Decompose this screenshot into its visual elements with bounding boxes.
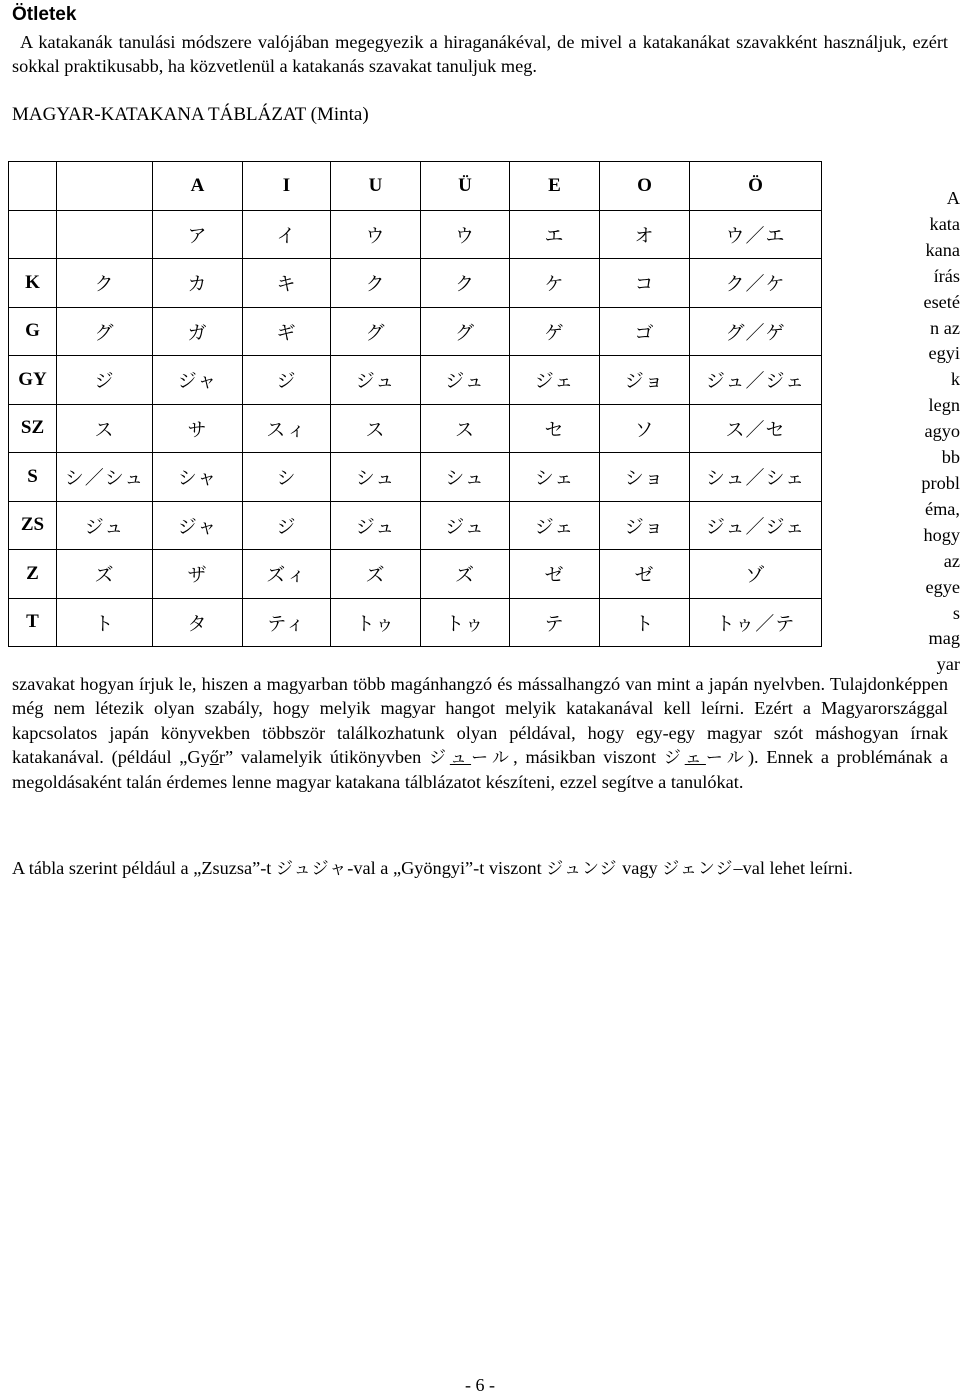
vowel-kana-cell: イ (243, 210, 331, 259)
consonant-label: SZ (9, 404, 57, 453)
side-text-line: A (946, 188, 960, 208)
p2-text-1: A tábla szerint például a „Zsuzsa”-t (12, 858, 276, 878)
p1-text-3: , másikban viszont (513, 746, 664, 767)
vowel-kana-cell: ウ／エ (690, 210, 822, 259)
katakana-cell: トゥ (331, 598, 421, 647)
vowel-header: Ü (421, 162, 510, 211)
intro-paragraph: A katakanák tanulási módszere valójában megegyezik a hiraganákéval, de mivel a katakanákat szavakként használjuk, ezért sokkal praktikusabb, ha közvetlenül a katakanás szavakat tanuljuk meg. (12, 32, 948, 77)
section-heading: Ötletek (12, 4, 77, 25)
katakana-cell: ト (600, 598, 690, 647)
side-text-line: eseté (923, 291, 960, 312)
katakana-cell: ショ (600, 453, 690, 502)
side-text-line: az (943, 550, 960, 571)
p1-text-1: szavakat hogyan írjuk le, hiszen a magyarban több magánhangzó és mássalhangzó van mint a japán nyelvben. Tulajdonképpen még nem létezik olyan szabály, hogy melyik magyar hangot melyik katakanával kell leírni. Ezért a Magyarországgal kapcsolatos japán könyvekben többször találkozhatunk olyan példával, hogy egy-egy magyar szót máshogyan írnak katakanával. (például „Gy (12, 674, 948, 767)
katakana-cell: ゴ (600, 307, 690, 356)
consonant-label: K (9, 259, 57, 308)
katakana-cell: シャ (153, 453, 243, 502)
katakana-cell: ソ (600, 404, 690, 453)
katakana-cell: シェ (510, 453, 600, 502)
side-text-line: n az (930, 317, 960, 338)
katakana-cell: ジュ／ジェ (690, 356, 822, 405)
katakana-cell: ジェ (510, 356, 600, 405)
vowel-header: U (331, 162, 421, 211)
vowel-kana-cell: オ (600, 210, 690, 259)
table-row (9, 550, 822, 599)
katakana-cell: ス／セ (690, 404, 822, 453)
body-paragraph-2 (12, 856, 948, 881)
side-text-line: éma, (924, 498, 960, 519)
katakana-cell: ジョ (600, 356, 690, 405)
p2-jp-gyongyi-1: ジュンジ (546, 859, 618, 879)
katakana-cell: ジョ (600, 501, 690, 550)
katakana-cell: キ (243, 259, 331, 308)
vowel-kana-cell: ア (153, 210, 243, 259)
side-text-line: k (950, 369, 960, 390)
table-row (9, 356, 822, 405)
consonant-label: Z (9, 550, 57, 599)
consonant-label: ZS (9, 501, 57, 550)
katakana-cell: ジェ (510, 501, 600, 550)
katakana-cell: シ (243, 453, 331, 502)
p1-text-4: ). Ennek a problémának a megoldásaként talán érdemes lenne magyar katakana tálblázatot készíteni, ezzel segítve a tanulókat. (12, 746, 949, 793)
katakana-cell: ゲ (510, 307, 600, 356)
table-row (9, 404, 822, 453)
katakana-cell: シュ (331, 453, 421, 502)
p2-text-4: –val lehet leírni. (733, 858, 853, 878)
consonant-label: GY (9, 356, 57, 405)
side-text-line: s (952, 602, 960, 623)
katakana-cell: コ (600, 259, 690, 308)
table-row (9, 501, 822, 550)
katakana-cell: ゼ (600, 550, 690, 599)
katakana-cell: カ (153, 259, 243, 308)
katakana-cell: ズ (421, 550, 510, 599)
katakana-cell: セ (510, 404, 600, 453)
consonant-kana-cell: グ (57, 307, 153, 356)
katakana-cell: ジャ (153, 501, 243, 550)
katakana-cell: サ (153, 404, 243, 453)
katakana-table (8, 161, 822, 647)
katakana-cell: タ (153, 598, 243, 647)
katakana-cell: グ (421, 307, 510, 356)
katakana-cell: トゥ (421, 598, 510, 647)
consonant-label: S (9, 453, 57, 502)
table-row (9, 598, 822, 647)
katakana-cell: ゼ (510, 550, 600, 599)
table-row (9, 259, 822, 308)
side-text-line: hogy (923, 524, 960, 545)
page-number: - 6 - (465, 1375, 495, 1395)
katakana-cell: ティ (243, 598, 331, 647)
katakana-cell: シュ／シェ (690, 453, 822, 502)
katakana-cell: ジュ／ジェ (690, 501, 822, 550)
katakana-cell: ガ (153, 307, 243, 356)
consonant-kana-cell: ジュ (57, 501, 153, 550)
consonant-kana-cell: ズ (57, 550, 153, 599)
side-text-line: kata (929, 213, 960, 234)
katakana-cell: ケ (510, 259, 600, 308)
consonant-kana-cell: ス (57, 404, 153, 453)
body-paragraph-1 (12, 672, 948, 794)
katakana-cell: ザ (153, 550, 243, 599)
katakana-cell: テ (510, 598, 600, 647)
side-text-line: probl (921, 472, 960, 493)
p2-text-3: vagy (617, 858, 663, 878)
katakana-cell: ジ (243, 356, 331, 405)
vowel-header: Ö (690, 162, 822, 211)
katakana-cell: ジュ (421, 356, 510, 405)
empty-cell (57, 210, 153, 259)
p2-jp-gyongyi-2: ジェンジ (662, 859, 734, 879)
table-row (9, 307, 822, 356)
side-text-line: írás (933, 265, 960, 286)
katakana-cell: ズィ (243, 550, 331, 599)
katakana-cell: トゥ／テ (690, 598, 822, 647)
katakana-cell: ジュ (421, 501, 510, 550)
katakana-cell: ズ (331, 550, 421, 599)
empty-cell (9, 162, 57, 211)
side-text-line: kana (925, 239, 960, 260)
vowel-header: A (153, 162, 243, 211)
p1-text-2: r” valamelyik útikönyvben (218, 746, 429, 767)
katakana-cell: スィ (243, 404, 331, 453)
katakana-cell: ス (421, 404, 510, 453)
katakana-cell: グ／ゲ (690, 307, 822, 356)
table-title: MAGYAR-KATAKANA TÁBLÁZAT (Minta) (12, 104, 369, 125)
vowel-kana-cell: ウ (421, 210, 510, 259)
consonant-kana-cell: ジ (57, 356, 153, 405)
side-text-line: yar (936, 654, 960, 675)
table-vowel-kana-row (9, 210, 822, 259)
katakana-cell: ジュ (331, 356, 421, 405)
katakana-cell: ゾ (690, 550, 822, 599)
katakana-cell: ジ (243, 501, 331, 550)
side-text-line: legn (928, 395, 960, 416)
katakana-cell: グ (331, 307, 421, 356)
katakana-cell: ス (331, 404, 421, 453)
consonant-label: G (9, 307, 57, 356)
empty-cell (57, 162, 153, 211)
p1-jp-word-1: ジュール (429, 747, 514, 768)
vowel-header: E (510, 162, 600, 211)
katakana-cell: ク (331, 259, 421, 308)
side-text-line: mag (928, 628, 960, 649)
side-text-line: egyi (928, 343, 960, 364)
p1-underlined-o: ő (209, 746, 219, 767)
katakana-cell: ギ (243, 307, 331, 356)
katakana-cell: ジャ (153, 356, 243, 405)
side-text-line: egye (925, 576, 960, 597)
p2-text-2: -val a „Gyöngyi”-t viszont (347, 858, 547, 878)
vowel-header: I (243, 162, 331, 211)
katakana-cell: ク (421, 259, 510, 308)
p1-jp-word-2: ジェール (663, 747, 748, 768)
p2-jp-zsuzsa: ジュジャ (275, 859, 348, 879)
consonant-kana-cell: ト (57, 598, 153, 647)
vowel-kana-cell: ウ (331, 210, 421, 259)
empty-cell (9, 210, 57, 259)
katakana-cell: ク／ケ (690, 259, 822, 308)
vowel-header: O (600, 162, 690, 211)
consonant-kana-cell: ク (57, 259, 153, 308)
katakana-cell: ジュ (331, 501, 421, 550)
vowel-kana-cell: エ (510, 210, 600, 259)
wrapped-side-text (908, 186, 960, 678)
side-text-line: bb (941, 447, 960, 468)
table-header-row (9, 162, 822, 211)
consonant-kana-cell: シ／シュ (57, 453, 153, 502)
katakana-cell: シュ (421, 453, 510, 502)
side-text-line: agyo (924, 421, 960, 442)
table-row (9, 453, 822, 502)
consonant-label: T (9, 598, 57, 647)
